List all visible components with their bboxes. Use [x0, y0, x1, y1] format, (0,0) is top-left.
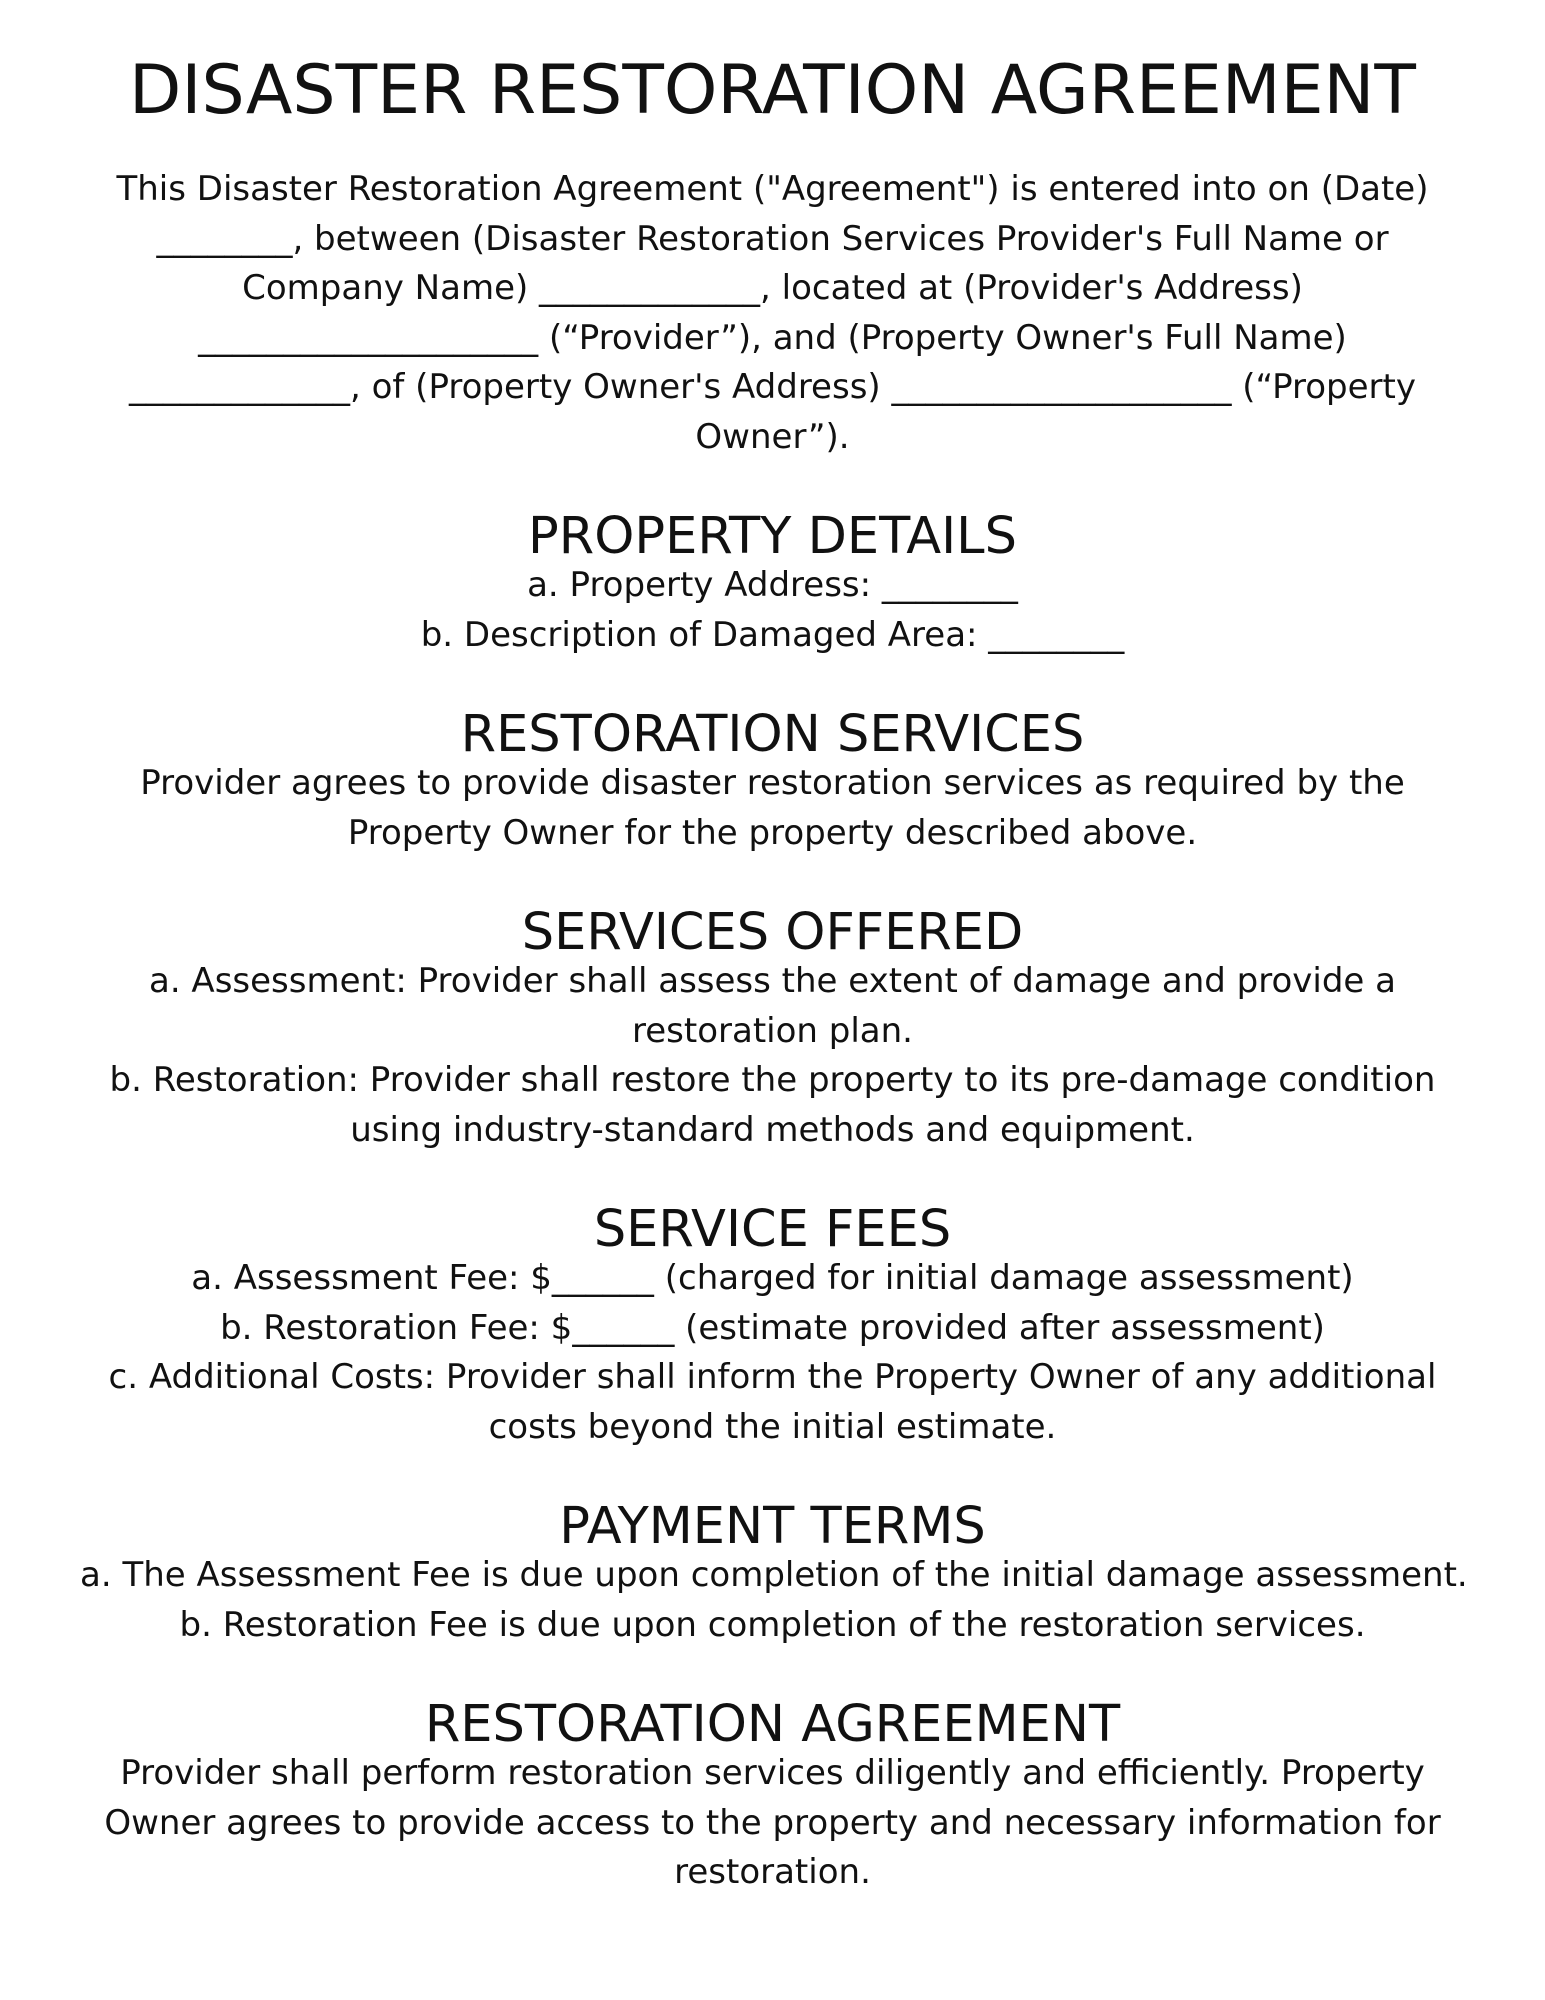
document-title: DISASTER RESTORATION AGREEMENT	[129, 51, 1416, 130]
section-heading-restoration-agreement: RESTORATION AGREEMENT	[424, 1694, 1121, 1754]
additional-costs-line: c. Additional Costs: Provider shall inform the Property Owner of any additional costs beyond the initial estimate.	[108, 1357, 1437, 1447]
damaged-area-line: b. Description of Damaged Area: ________	[420, 614, 1125, 655]
restoration-fee-line: b. Restoration Fee: $______ (estimate provided after assessment)	[220, 1307, 1325, 1348]
section-heading-payment-terms: PAYMENT TERMS	[559, 1496, 986, 1556]
section-heading-property-details: PROPERTY DETAILS	[528, 506, 1017, 566]
restoration-agreement-text: Provider shall perform restoration services diligently and efficiently. Property Owner agrees to provide access to the property and necessary information for restoration.	[104, 1753, 1441, 1892]
assessment-fee-line: a. Assessment Fee: $______ (charged for initial damage assessment)	[191, 1258, 1354, 1298]
section-restoration-agreement	[80, 1694, 1465, 1898]
section-heading-services-offered: SERVICES OFFERED	[521, 902, 1024, 962]
restoration-service-line: b. Restoration: Provider shall restore the property to its pre-damage condition using industry-standard methods and equipment.	[109, 1060, 1436, 1150]
section-payment-terms	[80, 1496, 1468, 1651]
restoration-services-text: Provider agrees to provide disaster restoration services as required by the Property Owner for the property described above.	[140, 763, 1405, 853]
assessment-service-line: a. Assessment: Provider shall assess the extent of damage and provide a restoration plan.	[148, 961, 1396, 1051]
intro-paragraph: This Disaster Restoration Agreement ("Agreement") is entered into on (Date) ________, between (Disaster Restoration Services Provider's Full Name or Company Name) _____________, located at (Provider's Address) ____________________ (“Provider”), and (Property Owner's Full Name) _____________, of (Property Owner's Address) ____________________ (“Property Owner”).	[116, 169, 1429, 457]
property-address-line: a. Property Address: ________	[527, 565, 1018, 605]
restoration-fee-due-line: b. Restoration Fee is due upon completion of the restoration services.	[179, 1604, 1366, 1645]
section-heading-restoration-services: RESTORATION SERVICES	[460, 704, 1085, 764]
section-services-offered	[80, 902, 1465, 1156]
assessment-fee-due-line: a. The Assessment Fee is due upon completion of the initial damage assessment.	[80, 1555, 1468, 1595]
section-service-fees	[80, 1199, 1465, 1453]
section-restoration-services	[80, 704, 1465, 859]
section-property-details	[80, 506, 1465, 661]
section-heading-service-fees: SERVICE FEES	[593, 1199, 952, 1259]
